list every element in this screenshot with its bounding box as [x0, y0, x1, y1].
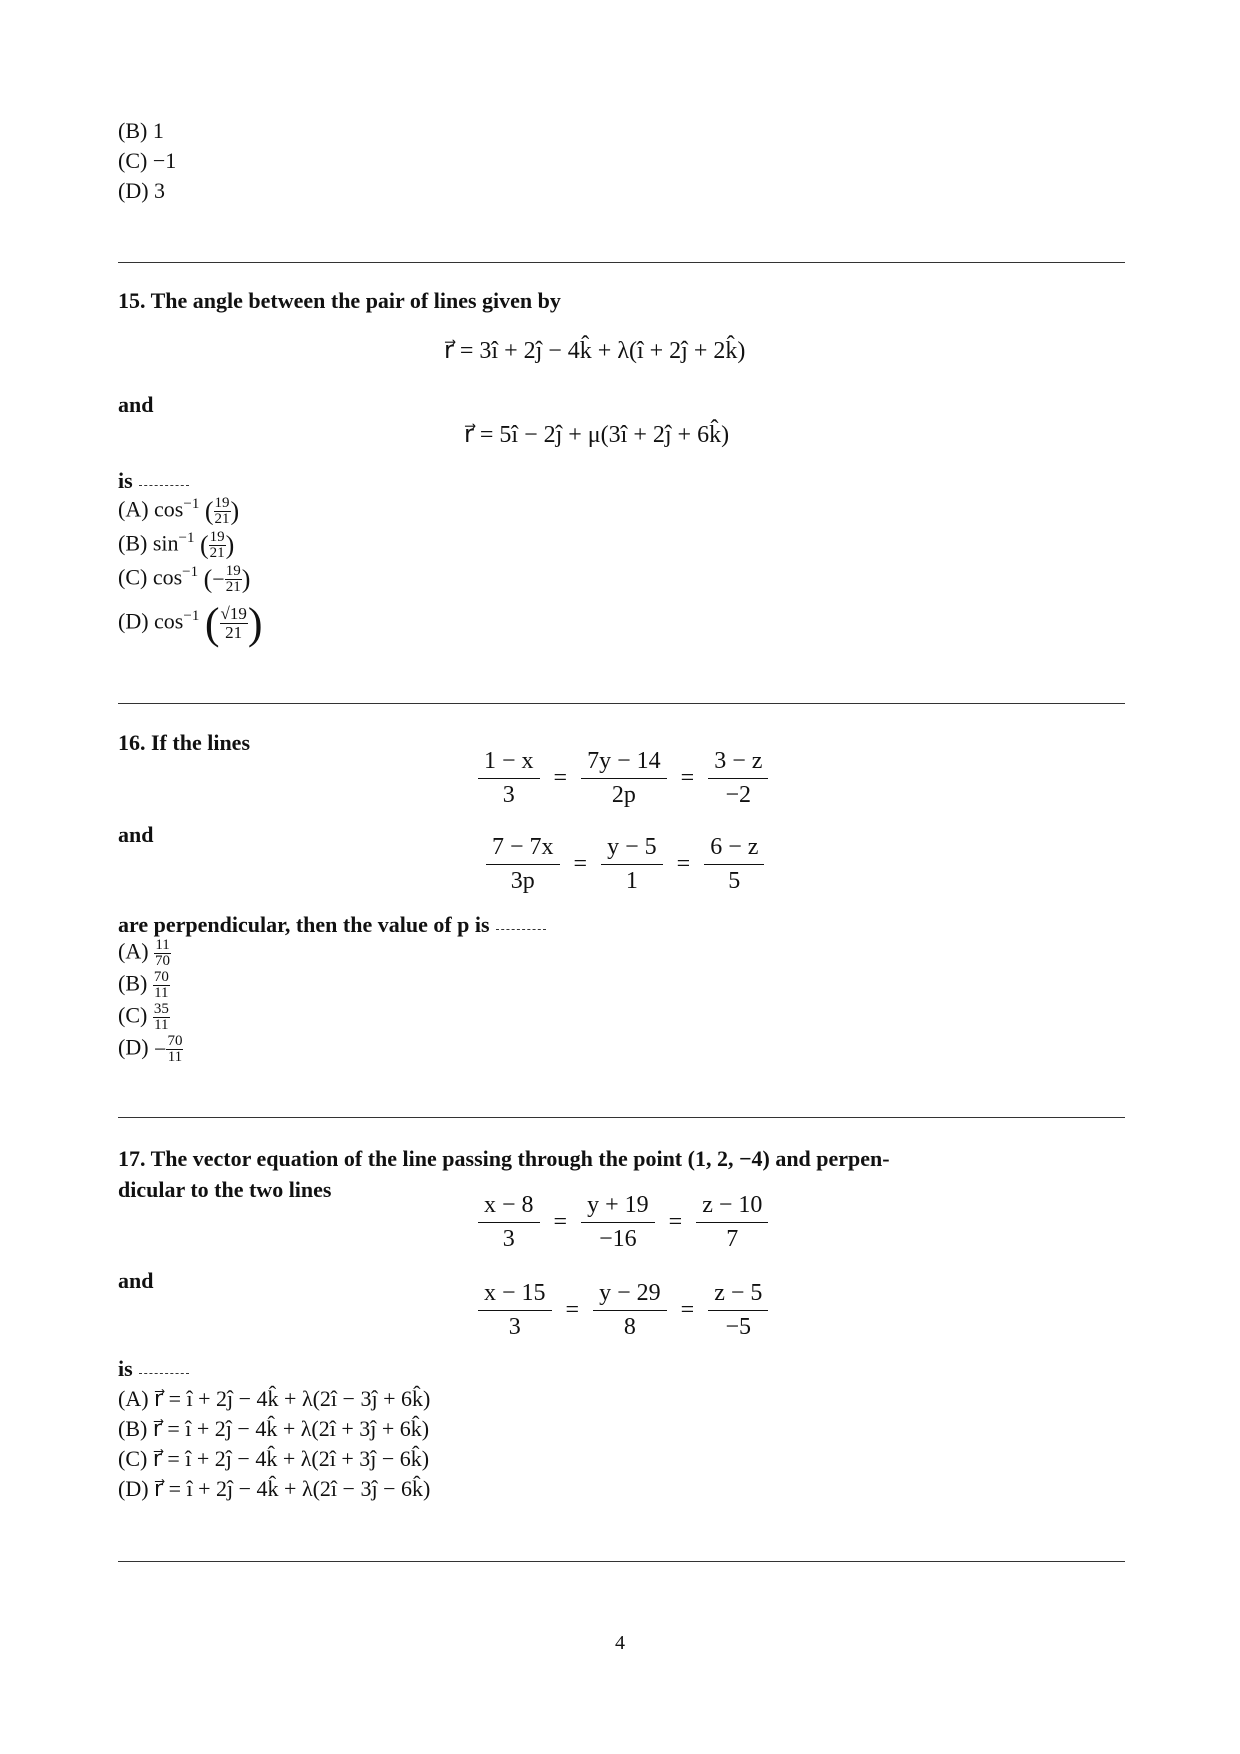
q17-eq2-frac3-num: z − 5: [708, 1280, 768, 1311]
q16-option-c: [118, 1002, 170, 1033]
q16-line1-equation: [478, 748, 768, 809]
q15-is-label: is: [118, 468, 133, 493]
q16-option-b: [118, 970, 170, 1001]
q16-option-a: [118, 938, 171, 969]
q15-option-d-fraction: [220, 605, 248, 642]
q16-option-c-num: 35: [153, 1001, 169, 1017]
q17-eq2-frac3: [708, 1280, 768, 1341]
q16-eq2-frac1: [486, 834, 560, 895]
equals-sign: =: [565, 1297, 580, 1323]
q16-option-b-den: 11: [154, 985, 169, 1001]
q15-option-d-func: cos: [154, 608, 184, 634]
q17-prompt-line2: dicular to the two lines: [118, 1177, 332, 1202]
q16-eq1-frac1: [478, 748, 540, 809]
q16-tail: [118, 912, 546, 938]
q17-eq1-frac2-num: y + 19: [581, 1192, 655, 1223]
equals-sign: =: [553, 765, 568, 791]
q16-option-d-fraction: [166, 1034, 183, 1065]
q16-eq2-frac3: [704, 834, 764, 895]
q15-option-a-den: 21: [214, 511, 230, 527]
q15-option-a-fraction: [214, 496, 231, 527]
q15-line2-equation: r⃗ = 5î − 2ĵ + μ(3î + 2ĵ + 6k̂): [464, 422, 730, 448]
q17-eq2-frac1: [478, 1280, 552, 1341]
q15-option-c-sup: −1: [182, 564, 199, 581]
q15-option-b-den: 21: [209, 545, 225, 561]
q15-option-a-label: (A): [118, 496, 149, 522]
q15-option-d: [118, 598, 263, 649]
q15-option-d-label: (D): [118, 608, 149, 634]
q15-option-c-paren-open: (: [203, 564, 213, 594]
q16-option-a-fraction: [154, 938, 171, 969]
q17-eq1-frac1-num: x − 8: [478, 1192, 540, 1223]
equals-sign: =: [676, 851, 691, 877]
prev-question-options: [118, 116, 176, 206]
q16-option-c-label: (C): [118, 1002, 148, 1028]
q16-and: and: [118, 822, 154, 847]
q17-eq2-frac3-den: −5: [725, 1314, 752, 1340]
q15-option-b-sup: −1: [178, 530, 195, 547]
q16-option-b-num: 70: [153, 969, 169, 985]
q15-option-b-fraction: [209, 530, 226, 561]
q15-option-d-num: √19: [220, 604, 247, 623]
q15-prompt: 15. The angle between the pair of lines given by: [118, 288, 561, 313]
q16-eq1-frac2-den: 2p: [611, 782, 636, 808]
q16-eq2-frac1-den: 3p: [510, 868, 535, 894]
equals-sign: =: [680, 765, 695, 791]
q17-and: and: [118, 1268, 154, 1293]
q15-is: [118, 468, 189, 494]
equals-sign: =: [668, 1209, 683, 1235]
q15-option-d-sup: −1: [183, 608, 200, 625]
q15-option-d-den: 21: [225, 623, 243, 642]
q15-and: and: [118, 392, 154, 417]
q16-option-d: [118, 1034, 183, 1065]
q16-option-d-den: 11: [167, 1049, 183, 1065]
q16-option-d-label: (D): [118, 1034, 149, 1060]
q15-option-c-num: 19: [225, 563, 241, 579]
q15-option-c-neg: −: [212, 566, 225, 592]
q17-eq1-frac2-den: −16: [599, 1226, 637, 1252]
q16-eq2-frac1-num: 7 − 7x: [486, 834, 560, 865]
q15-answer-blank: [139, 485, 189, 486]
q16-option-a-num: 11: [155, 937, 170, 953]
q16-option-d-num: 70: [167, 1033, 183, 1049]
option-d: (D) 3: [118, 178, 166, 203]
q17-eq1-frac1: [478, 1192, 540, 1253]
q17-is-label: is: [118, 1356, 133, 1381]
q15-option-b-paren-open: (: [199, 530, 209, 560]
q17-answer-blank: [139, 1373, 189, 1374]
q16-eq1-frac2: [581, 748, 667, 809]
q16-line2-equation: [486, 834, 764, 895]
q17-eq1-frac2: [581, 1192, 655, 1253]
q15-option-c-paren-close: ): [241, 564, 251, 594]
q16-option-c-fraction: [153, 1002, 170, 1033]
q16-option-d-neg: −: [154, 1036, 167, 1062]
q17-line2-equation: [478, 1280, 768, 1341]
q15-option-a-sup: −1: [183, 496, 200, 513]
divider: [118, 1117, 1125, 1118]
q17-eq2-frac2-num: y − 29: [593, 1280, 667, 1311]
q17-eq2-frac2: [593, 1280, 667, 1341]
q16-tail-text: are perpendicular, then the value of p is: [118, 912, 490, 937]
q16-eq2-frac3-den: 5: [728, 868, 741, 894]
q15-option-c: [118, 564, 250, 595]
page-number: 4: [615, 1632, 625, 1654]
equals-sign: =: [680, 1297, 695, 1323]
q15-option-b: [118, 530, 234, 561]
q17-option-d: (D) r⃗ = î + 2ĵ − 4k̂ + λ(2î − 3ĵ − 6k̂): [118, 1476, 431, 1501]
q16-eq1-frac3-den: −2: [725, 782, 752, 808]
divider: [118, 1561, 1125, 1562]
q16-eq1-frac2-num: 7y − 14: [581, 748, 667, 779]
q15-option-a-paren-close: ): [230, 496, 240, 526]
option-b: (B) 1: [118, 118, 164, 143]
q16-eq2-frac2: [601, 834, 663, 895]
q17-eq2-frac2-den: 8: [623, 1314, 636, 1340]
q16-option-b-fraction: [153, 970, 170, 1001]
q15-option-a-paren-open: (: [204, 496, 214, 526]
q17-eq1-frac3: [696, 1192, 768, 1253]
q17-eq1-frac3-den: 7: [726, 1226, 739, 1252]
q16-eq1-frac3-num: 3 − z: [708, 748, 768, 779]
q15-option-d-paren-open: (: [204, 599, 220, 648]
q15-line1-equation: r⃗ = 3î + 2ĵ − 4k̂ + λ(î + 2ĵ + 2k̂): [444, 338, 746, 364]
q17-option-b: (B) r⃗ = î + 2ĵ − 4k̂ + λ(2î + 3ĵ + 6k̂): [118, 1416, 430, 1441]
q16-eq2-frac2-den: 1: [625, 868, 638, 894]
equals-sign: =: [573, 851, 588, 877]
q15-option-c-func: cos: [152, 564, 183, 590]
q17-options: [118, 1384, 430, 1504]
q17-eq2-frac1-den: 3: [508, 1314, 521, 1340]
q15-option-b-func: sin: [152, 530, 179, 556]
q16-prompt: 16. If the lines: [118, 730, 250, 755]
q17-eq1-frac1-den: 3: [502, 1226, 515, 1252]
q15-option-c-den: 21: [225, 579, 241, 595]
q15-option-a-num: 19: [214, 495, 230, 511]
q15-option-c-fraction: [225, 564, 242, 595]
q16-option-a-den: 70: [155, 953, 171, 969]
q16-option-b-label: (B): [118, 970, 148, 996]
q16-answer-blank: [496, 929, 546, 930]
q16-eq1-frac1-num: 1 − x: [478, 748, 540, 779]
divider: [118, 703, 1125, 704]
q16-eq2-frac3-num: 6 − z: [704, 834, 764, 865]
q16-eq1-frac3: [708, 748, 768, 809]
q15-option-a-func: cos: [154, 496, 184, 522]
q17-eq1-frac3-num: z − 10: [696, 1192, 768, 1223]
q16-eq2-frac2-num: y − 5: [601, 834, 663, 865]
q16-option-c-den: 11: [154, 1017, 169, 1033]
q15-option-c-label: (C): [118, 564, 148, 590]
q15-option-b-num: 19: [209, 529, 225, 545]
option-c: (C) −1: [118, 148, 177, 173]
equals-sign: =: [553, 1209, 568, 1235]
q15-option-b-paren-close: ): [225, 530, 235, 560]
q17-option-c: (C) r⃗ = î + 2ĵ − 4k̂ + λ(2î + 3ĵ − 6k̂): [118, 1446, 430, 1471]
q15-option-d-paren-close: ): [247, 599, 263, 648]
divider: [118, 262, 1125, 263]
q17-prompt-line1: 17. The vector equation of the line passing through the point (1, 2, −4) and perpen-: [118, 1146, 890, 1171]
q15-option-b-label: (B): [118, 530, 148, 556]
q17-line1-equation: [478, 1192, 768, 1253]
q16-eq1-frac1-den: 3: [502, 782, 515, 808]
q16-option-a-label: (A): [118, 938, 149, 964]
q17-option-a: (A) r⃗ = î + 2ĵ − 4k̂ + λ(2î − 3ĵ + 6k̂): [118, 1386, 431, 1411]
q17-is: [118, 1356, 189, 1382]
q17-eq2-frac1-num: x − 15: [478, 1280, 552, 1311]
q15-option-a: [118, 496, 239, 527]
